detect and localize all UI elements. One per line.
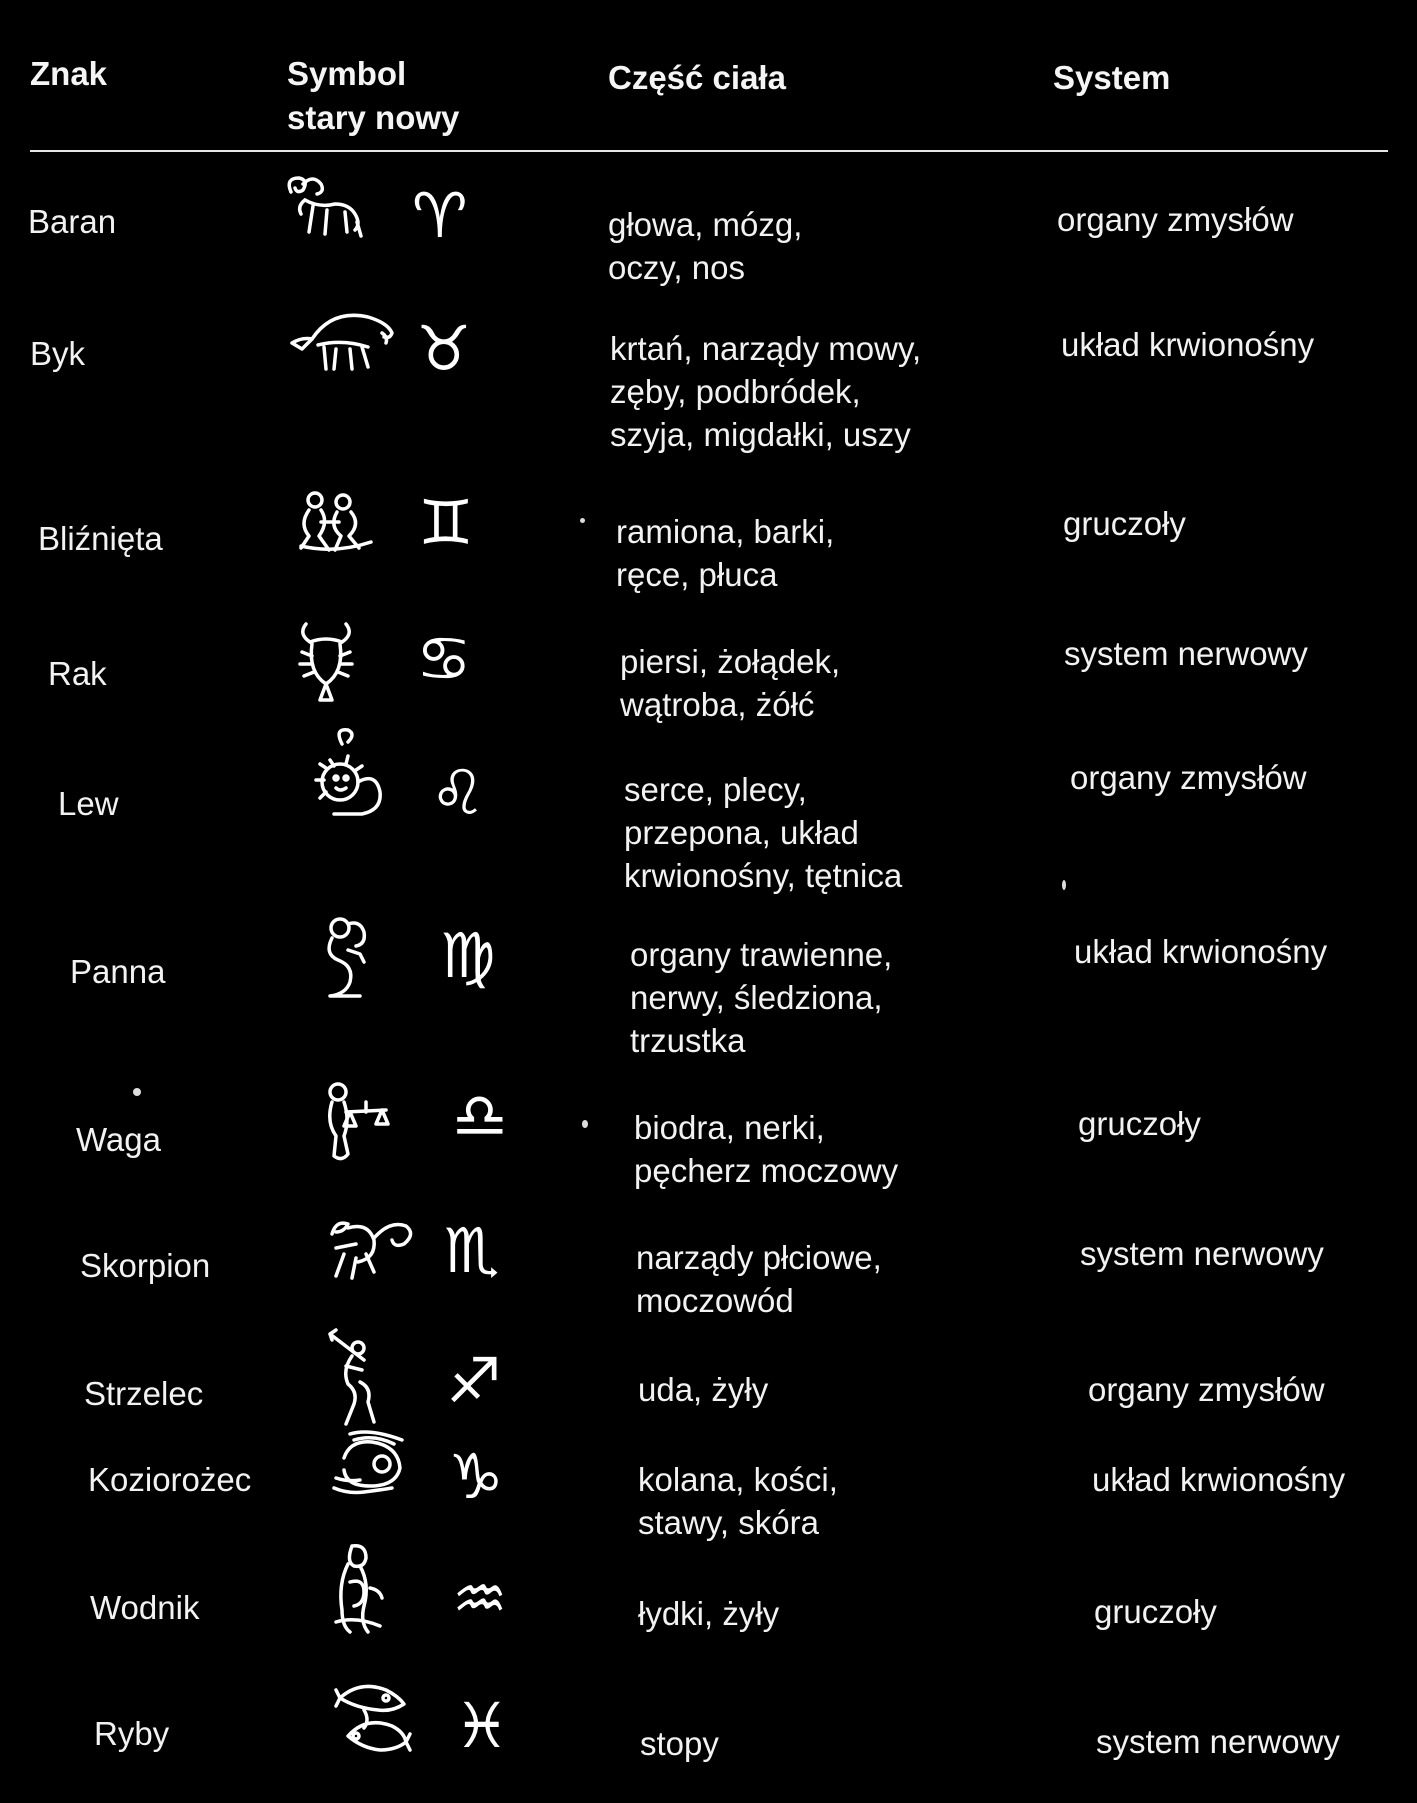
body-part-line: ramiona, barki,	[616, 513, 835, 550]
sign-name: Panna	[70, 953, 166, 990]
pisces-symbol: ♓︎	[454, 1689, 510, 1762]
scan-speck	[133, 1088, 141, 1096]
archer-icon	[326, 1326, 386, 1426]
scan-speck	[580, 518, 585, 523]
body-part-line: kolana, kości,	[638, 1461, 838, 1498]
cancer-symbol: ♋︎	[416, 622, 472, 695]
header-symbol-title: Symbol	[287, 55, 407, 92]
sign-name: Ryby	[94, 1715, 170, 1752]
system-name: organy zmysłów	[1057, 201, 1294, 238]
body-part-line: ręce, płuca	[616, 556, 778, 593]
system-name: gruczoły	[1094, 1593, 1217, 1630]
lion-icon	[306, 728, 386, 828]
body-part-line: wątroba, żółć	[620, 686, 815, 723]
sign-name: Koziorożec	[88, 1461, 252, 1498]
body-part-line: pęcherz moczowy	[634, 1152, 899, 1189]
ram-icon	[283, 172, 379, 252]
system-name: system nerwowy	[1064, 635, 1308, 672]
header-czesc-ciala: Część ciała	[608, 59, 786, 96]
twins-icon	[295, 488, 375, 568]
header-symbol	[287, 52, 459, 140]
bull-icon	[288, 305, 396, 385]
scan-speck	[1062, 880, 1066, 890]
body-part-line: krtań, narządy mowy,	[610, 330, 922, 367]
scan-speck	[582, 1120, 588, 1128]
sagittarius-symbol: ♐︎	[446, 1344, 502, 1417]
header-symbol-subtitle: stary nowy	[287, 99, 460, 136]
scorpion-icon	[326, 1214, 416, 1284]
body-part-line: stopy	[640, 1725, 719, 1762]
body-part-line: nerwy, śledziona,	[630, 979, 883, 1016]
header-divider	[30, 150, 1388, 152]
system-name: organy zmysłów	[1088, 1371, 1325, 1408]
body-part	[608, 203, 802, 289]
body-part-line: serce, plecy,	[624, 771, 807, 808]
sign-name: Skorpion	[80, 1247, 211, 1284]
body-part-line: krwionośny, tętnica	[624, 857, 903, 894]
scorpio-symbol: ♏︎	[444, 1214, 500, 1287]
body-part-line: zęby, podbródek,	[610, 373, 861, 410]
sign-name: Baran	[28, 203, 117, 240]
system-name: system nerwowy	[1096, 1723, 1340, 1760]
body-part-line: trzustka	[630, 1022, 746, 1059]
taurus-symbol: ♉︎	[416, 312, 472, 385]
libra-symbol: ♎︎	[452, 1079, 508, 1152]
sign-name: Waga	[76, 1121, 161, 1158]
scales-figure-icon	[324, 1080, 394, 1170]
body-part-line: oczy, nos	[608, 249, 745, 286]
body-part-line: organy trawienne,	[630, 936, 893, 973]
body-part-line: głowa, mózg,	[608, 206, 803, 243]
system-name: gruczoły	[1078, 1105, 1201, 1142]
system-name: system nerwowy	[1080, 1235, 1324, 1272]
system-name: układ krwionośny	[1074, 933, 1328, 970]
body-part	[616, 510, 834, 596]
sign-name: Bliźnięta	[38, 520, 163, 557]
aquarius-symbol: ♒︎	[452, 1562, 508, 1635]
leo-symbol: ♌︎	[430, 756, 486, 829]
virgo-symbol: ♍︎	[440, 919, 496, 992]
body-part-line: stawy, skóra	[638, 1504, 819, 1541]
capricorn-symbol: ♑︎	[448, 1440, 504, 1513]
body-part	[640, 1722, 719, 1765]
body-part	[638, 1592, 779, 1635]
body-part	[630, 933, 892, 1062]
body-part	[638, 1458, 838, 1544]
system-name: gruczoły	[1063, 505, 1186, 542]
system-name: organy zmysłów	[1070, 759, 1307, 796]
body-part-line: szyja, migdałki, uszy	[610, 416, 911, 453]
body-part-line: moczowód	[636, 1282, 794, 1319]
maiden-icon	[318, 916, 378, 1000]
header-system: System	[1053, 59, 1171, 96]
body-part-line: biodra, nerki,	[634, 1109, 825, 1146]
goat-fish-icon	[330, 1428, 410, 1498]
body-part	[620, 640, 840, 726]
body-part	[624, 768, 902, 897]
body-part	[634, 1106, 898, 1192]
body-part-line: przepona, układ	[624, 814, 859, 851]
body-part-line: łydki, żyły	[638, 1595, 780, 1632]
sign-name: Wodnik	[90, 1589, 200, 1626]
body-part-line: uda, żyły	[638, 1371, 769, 1408]
sign-name: Byk	[30, 335, 86, 372]
header-znak: Znak	[30, 55, 108, 92]
body-part	[638, 1368, 768, 1411]
body-part-line: piersi, żołądek,	[620, 643, 841, 680]
body-part	[610, 327, 921, 456]
system-name: układ krwionośny	[1061, 326, 1315, 363]
sign-name: Lew	[58, 785, 119, 822]
water-bearer-icon	[330, 1542, 390, 1638]
sign-name: Strzelec	[84, 1375, 204, 1412]
system-name: układ krwionośny	[1092, 1461, 1346, 1498]
crab-icon	[296, 620, 356, 710]
body-part	[636, 1236, 882, 1322]
gemini-symbol: ♊︎	[418, 486, 474, 559]
fish-icon	[334, 1684, 410, 1754]
sign-name: Rak	[48, 655, 107, 692]
body-part-line: narządy płciowe,	[636, 1239, 882, 1276]
aries-symbol: ♈︎	[412, 179, 468, 252]
